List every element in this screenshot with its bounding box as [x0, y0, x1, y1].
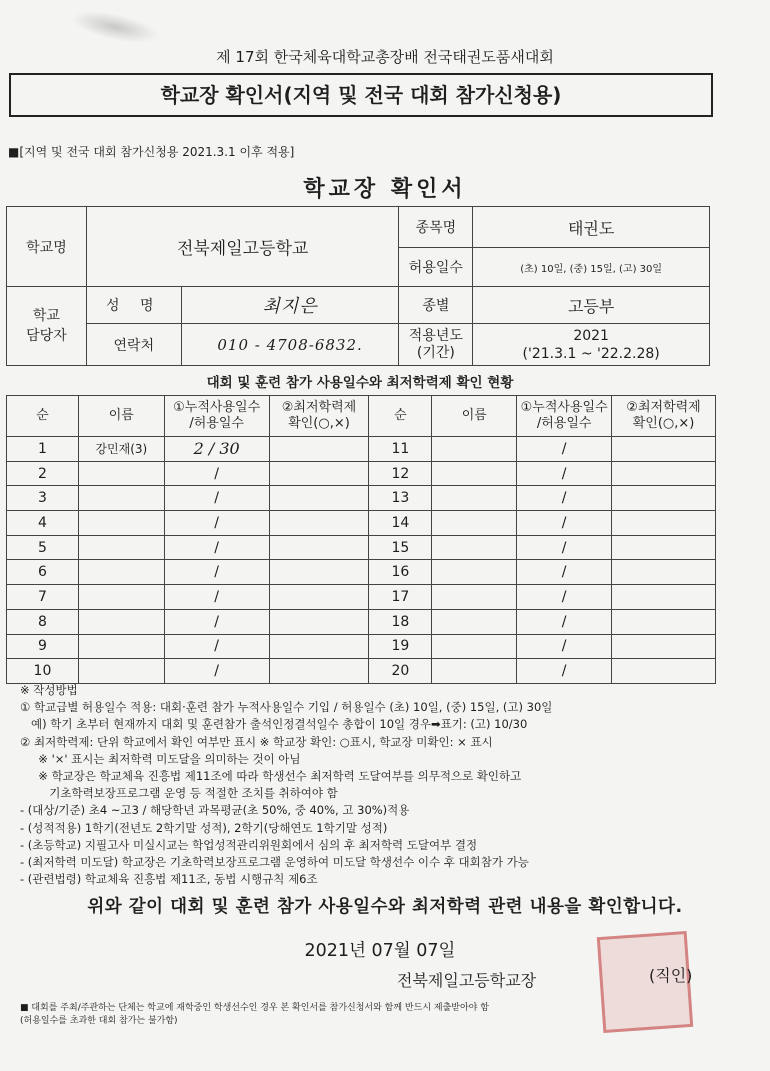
instruction-line: 예) 학기 초부터 현재까지 대회 및 훈련참가 출석인정결석일수 총합이 10일 경우➡표기: (고) 10/30	[20, 717, 528, 732]
col-header-name: 이름	[432, 396, 517, 437]
event-label: 종목명	[399, 207, 473, 248]
row-min-check	[612, 609, 716, 634]
row-number: 10	[7, 659, 79, 684]
table-row	[7, 486, 716, 511]
row-name	[432, 585, 517, 610]
row-min-check	[269, 634, 369, 659]
table-row	[7, 560, 716, 585]
table-row	[7, 659, 716, 684]
row-name	[432, 535, 517, 560]
row-min-check	[269, 560, 369, 585]
table-row	[7, 437, 716, 462]
row-min-check	[269, 585, 369, 610]
status-title: 대회 및 훈련 참가 사용일수와 최저학력제 확인 현황	[206, 375, 514, 391]
row-min-check	[612, 659, 716, 684]
row-min-check	[612, 585, 716, 610]
footer-line: ■ 대회를 주최/주관하는 단체는 학교에 재학중인 학생선수인 경우 본 확인서를 참가신청서와 함께 반드시 제출받아야 함	[20, 1003, 489, 1013]
row-name	[78, 486, 164, 511]
row-name	[78, 609, 164, 634]
col-header-days: ①누적사용일수 /허용일수	[517, 396, 612, 437]
instruction-line: - (성적적용) 1학기(전년도 2학기말 성적), 2학기(당해연도 1학기말 성적)	[20, 820, 388, 835]
row-number: 7	[7, 585, 79, 610]
row-name	[78, 659, 164, 684]
row-days: /	[517, 609, 612, 634]
instructions-heading: ※ 작성방법	[20, 683, 78, 697]
form-title-box: 학교장 확인서(지역 및 전국 대회 참가신청용)	[9, 73, 713, 117]
table-row	[7, 511, 716, 536]
row-min-check	[269, 609, 369, 634]
applicability-note: ■[지역 및 전국 대회 참가신청용 2021.3.1 이후 적용]	[8, 145, 295, 159]
table-row	[7, 461, 716, 486]
table-row	[7, 535, 716, 560]
row-days: /	[517, 437, 612, 462]
row-name	[432, 461, 517, 486]
row-days: /	[164, 535, 269, 560]
instructions	[20, 682, 750, 888]
row-number: 20	[369, 659, 432, 684]
row-name	[432, 486, 517, 511]
row-number: 15	[369, 535, 432, 560]
row-number: 6	[7, 560, 79, 585]
row-number: 14	[369, 511, 432, 536]
row-number: 5	[7, 535, 79, 560]
row-days: /	[517, 535, 612, 560]
col-header-days: ①누적사용일수 /허용일수	[164, 396, 269, 437]
division-value: 고등부	[473, 287, 710, 324]
table-row	[7, 609, 716, 634]
status-table	[6, 395, 716, 684]
signer-name: 전북제일고등학교장	[397, 971, 537, 990]
row-min-check	[269, 461, 369, 486]
row-name	[432, 511, 517, 536]
footer-note	[20, 1002, 740, 1028]
row-min-check	[612, 461, 716, 486]
row-name	[78, 511, 164, 536]
info-table	[6, 206, 710, 366]
row-name	[78, 461, 164, 486]
instruction-line: - (대상/기준) 초4 ~고3 / 해당학년 과목평균(초 50%, 중 40%, 고 30%)적용	[20, 803, 410, 818]
confirmation-date: 2021년 07월 07일	[304, 941, 456, 961]
manager-label: 학교 담당자	[7, 287, 87, 366]
row-days: /	[517, 511, 612, 536]
row-days: /	[164, 486, 269, 511]
row-number: 1	[7, 437, 79, 462]
table-row	[7, 634, 716, 659]
row-name: 강민재(3)	[78, 437, 164, 462]
col-header-no: 순	[369, 396, 432, 437]
document-title: 학교장 확인서	[303, 177, 467, 202]
row-min-check	[612, 486, 716, 511]
row-number: 2	[7, 461, 79, 486]
row-name	[432, 609, 517, 634]
col-header-min: ②최저학력제 확인(○,×)	[269, 396, 369, 437]
row-name	[432, 437, 517, 462]
allowed-days-label: 허용일수	[399, 248, 473, 287]
row-min-check	[612, 560, 716, 585]
row-min-check	[269, 659, 369, 684]
instruction-line: ※ 학교장은 학교체육 진흥법 제11조에 따라 학생선수 최저학력 도달여부를 의무적으로 확인하고	[20, 769, 522, 784]
row-min-check	[269, 511, 369, 536]
row-name	[78, 560, 164, 585]
row-days: /	[164, 659, 269, 684]
table-row	[7, 585, 716, 610]
row-days: 2 / 30	[164, 437, 269, 462]
row-name	[432, 659, 517, 684]
school-name-label: 학교명	[7, 207, 87, 287]
row-number: 11	[369, 437, 432, 462]
row-min-check	[269, 437, 369, 462]
row-number: 13	[369, 486, 432, 511]
row-days: /	[164, 461, 269, 486]
instruction-line: ① 학교급별 허용일수 적용: 대회·훈련 참가 누적사용일수 기입 / 허용일수 (초) 10일, (중) 15일, (고) 30일	[20, 700, 553, 715]
row-number: 18	[369, 609, 432, 634]
row-days: /	[517, 461, 612, 486]
row-number: 8	[7, 609, 79, 634]
row-days: /	[517, 659, 612, 684]
row-min-check	[269, 486, 369, 511]
footer-line: (허용일수를 초과한 대회 참가는 불가함)	[20, 1016, 178, 1026]
row-min-check	[269, 535, 369, 560]
row-number: 9	[7, 634, 79, 659]
row-number: 17	[369, 585, 432, 610]
row-name	[432, 560, 517, 585]
row-days: /	[164, 585, 269, 610]
row-name	[78, 585, 164, 610]
row-name	[78, 634, 164, 659]
row-min-check	[612, 634, 716, 659]
row-days: /	[164, 560, 269, 585]
manager-name-value: 최지은	[181, 287, 399, 324]
division-label: 종별	[399, 287, 473, 324]
row-days: /	[164, 511, 269, 536]
instruction-line: - (초등학교) 지필고사 미실시교는 학업성적관리위원회에서 심의 후 최저학력 도달여부 결정	[20, 837, 478, 852]
allowed-days-value: (초) 10일, (중) 15일, (고) 30일	[473, 248, 710, 287]
instruction-line: ② 최저학력제: 단위 학교에서 확인 여부만 표시 ※ 학교장 확인: ○표시, 학교장 미확인: × 표시	[20, 734, 493, 749]
row-number: 3	[7, 486, 79, 511]
row-days: /	[517, 486, 612, 511]
row-min-check	[612, 535, 716, 560]
row-number: 4	[7, 511, 79, 536]
row-days: /	[164, 609, 269, 634]
row-number: 16	[369, 560, 432, 585]
row-name	[432, 634, 517, 659]
row-days: /	[517, 634, 612, 659]
row-min-check	[612, 511, 716, 536]
seal-label: (직인)	[649, 966, 693, 985]
row-number: 12	[369, 461, 432, 486]
instruction-line: - (관련법령) 학교체육 진흥법 제11조, 동법 시행규칙 제6조	[20, 872, 318, 887]
year-value: 2021 ('21.3.1 ~ '22.2.28)	[473, 324, 710, 366]
competition-title: 제 17회 한국체육대학교총장배 전국태권도품새대회	[216, 48, 554, 66]
paper-smudge	[68, 5, 161, 49]
row-days: /	[517, 560, 612, 585]
instruction-line: ※ '×' 표시는 최저학력 미도달을 의미하는 것이 아님	[20, 751, 301, 766]
school-name-value: 전북제일고등학교	[86, 207, 399, 287]
confirmation-statement: 위와 같이 대회 및 훈련 참가 사용일수와 최저학력 관련 내용을 확인합니다.	[87, 897, 683, 917]
col-header-name: 이름	[78, 396, 164, 437]
manager-name-label: 성 명	[86, 287, 181, 324]
row-days: /	[517, 585, 612, 610]
year-label: 적용년도 (기간)	[399, 324, 473, 366]
contact-value: 010 - 4708-6832.	[181, 324, 399, 366]
contact-label: 연락처	[86, 324, 181, 366]
row-min-check	[612, 437, 716, 462]
instruction-line: - (최저학력 미도달) 학교장은 기초학력보장프로그램 운영하여 미도달 학생선수 이수 후 대회참가 가능	[20, 855, 529, 870]
col-header-min: ②최저학력제 확인(○,×)	[612, 396, 716, 437]
event-value: 태권도	[473, 207, 710, 248]
row-number: 19	[369, 634, 432, 659]
instruction-line: 기초학력보장프로그램 운영 등 적절한 조치를 취하여야 함	[20, 786, 338, 801]
col-header-no: 순	[7, 396, 79, 437]
row-name	[78, 535, 164, 560]
row-days: /	[164, 634, 269, 659]
